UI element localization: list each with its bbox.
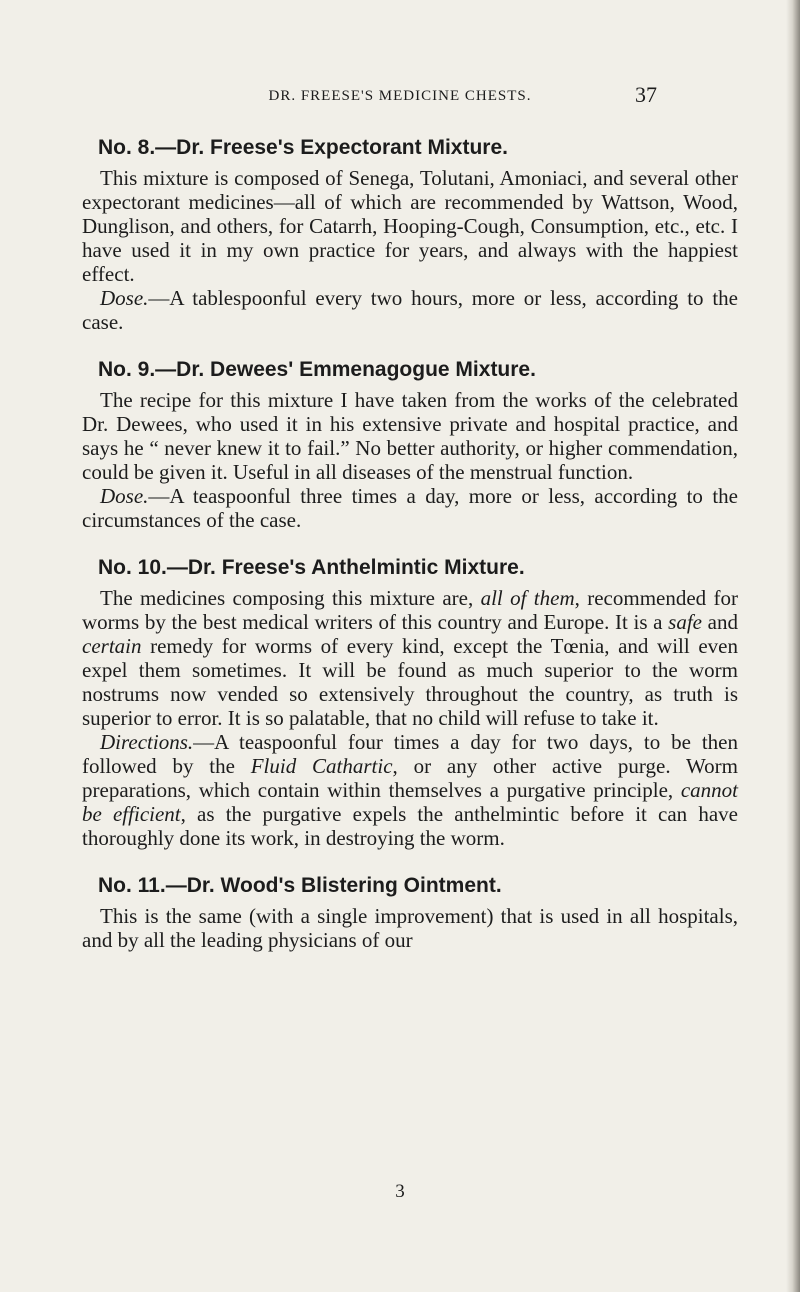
section-heading: No. 11.—Dr. Wood's Blistering Ointment. xyxy=(98,874,502,897)
text-run: This is the same (with a single improvement) that is used in all hospitals, and by all the leading physicians of our xyxy=(82,904,738,952)
text-run: , or any other active purge. Worm preparations, which contain within themselves a purgative principle, xyxy=(82,754,739,802)
italic-text-run: Dose. xyxy=(100,484,149,508)
section-2 xyxy=(82,356,738,532)
paragraph xyxy=(82,586,738,730)
text-run: —A tablespoonful every two hours, more or less, according to the case. xyxy=(82,286,738,334)
text-run: remedy for worms of every kind, except the Tœnia, and will even expel them sometimes. It will be found as much superior to the worm nostrums now vended so extensively throughout the country, as truth is superior to error. It is so palatable, that no child will refuse to take it. xyxy=(82,634,738,730)
text-run: This mixture is composed of Senega, Tolutani, Amoniaci, and several other expectorant medicines—all of which are recommended by Wattson, Wood, Dunglison, and others, for Catarrh, Hooping-Cough, Consumption, etc., etc. I have used it in my own practice for years, and always with the happiest effect. xyxy=(82,166,738,286)
text-run: , as the purgative expels the anthelmintic before it can have thoroughly done its work, in destroying the worm. xyxy=(82,802,738,850)
paragraph xyxy=(82,388,738,484)
page-number: 37 xyxy=(635,82,657,107)
section-3 xyxy=(82,554,738,850)
text-run: —A teaspoonful three times a day, more or less, according to the circumstances of the case. xyxy=(82,484,738,532)
paragraph xyxy=(82,286,738,334)
italic-text-run: Directions. xyxy=(100,730,194,754)
section-heading: No. 8.—Dr. Freese's Expectorant Mixture. xyxy=(98,136,508,159)
section-4 xyxy=(82,872,738,952)
text-run: and xyxy=(702,610,738,634)
text-run: —A teaspoonful four times a day for two days, to be then followed by the xyxy=(82,730,738,778)
italic-text-run: Fluid Cathartic xyxy=(250,754,393,778)
signature-mark: 3 xyxy=(395,1181,405,1202)
italic-text-run: safe xyxy=(668,610,702,634)
page-edge-shadow xyxy=(786,0,800,1292)
section-1 xyxy=(82,134,738,334)
italic-text-run: all of them xyxy=(480,586,575,610)
text-run: The medicines composing this mixture are, xyxy=(100,586,481,610)
paragraph xyxy=(82,484,738,532)
section-heading: No. 10.—Dr. Freese's Anthelmintic Mixture. xyxy=(98,556,525,579)
paragraph xyxy=(82,730,738,850)
text-run: The recipe for this mixture I have taken from the works of the celebrated Dr. Dewees, who used it in his extensive private and hospital practice, and says he “ never knew it to fail.” No better authority, or higher commendation, could be given it. Useful in all diseases of the menstrual function. xyxy=(82,388,738,484)
paragraph xyxy=(82,166,738,286)
italic-text-run: certain xyxy=(82,634,142,658)
text-run: , recommended for worms by the best medical writers of this country and Europe. It is a xyxy=(82,586,739,634)
section-heading: No. 9.—Dr. Dewees' Emmenagogue Mixture. xyxy=(98,358,536,381)
running-head: DR. FREESE'S MEDICINE CHESTS. xyxy=(268,88,532,104)
italic-text-run: Dose. xyxy=(100,286,149,310)
italic-text-run: cannot be efficient xyxy=(82,778,738,826)
body-text xyxy=(82,134,738,974)
paragraph xyxy=(82,904,738,952)
